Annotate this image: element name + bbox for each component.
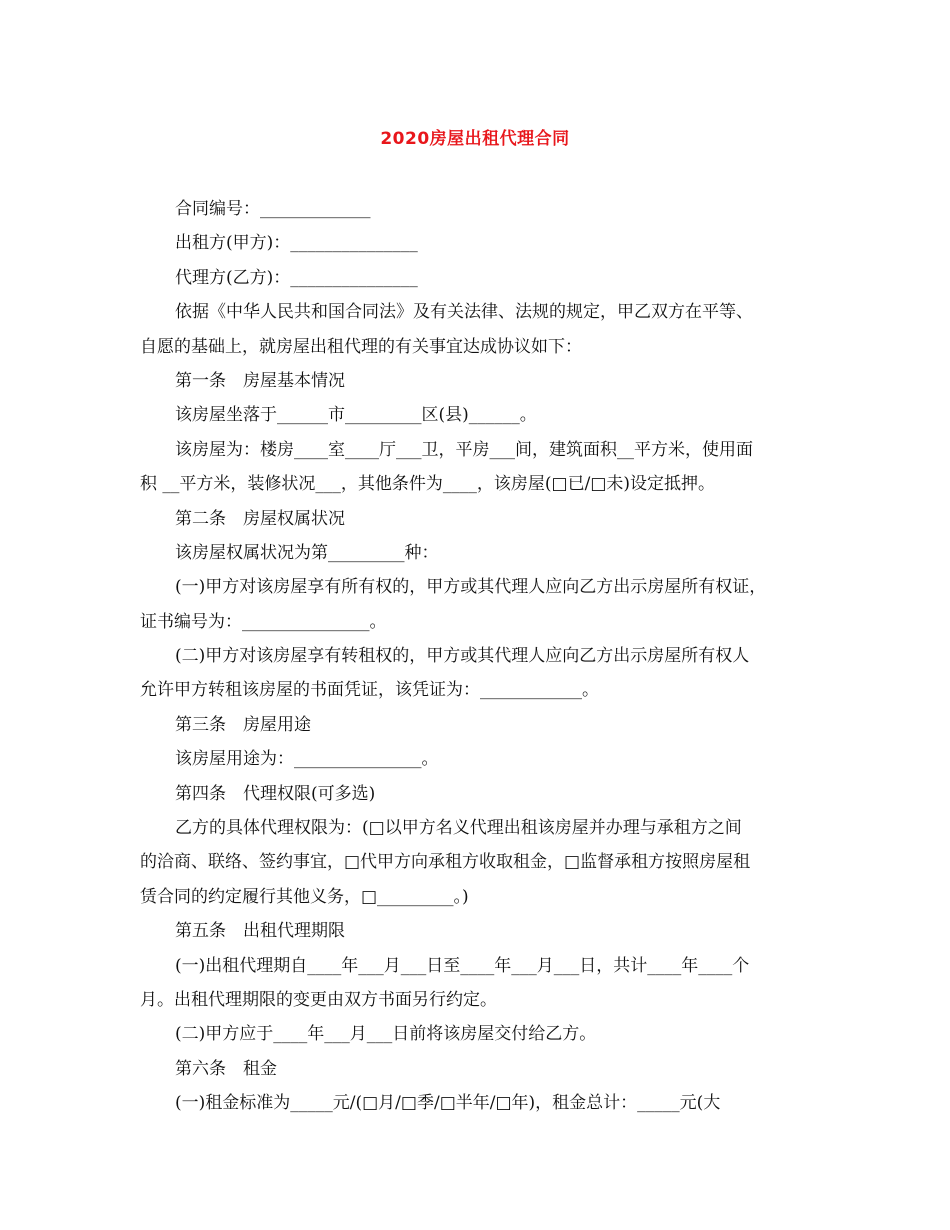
- document-line: 月。出租代理期限的变更由双方书面另行约定。: [140, 989, 497, 1010]
- document-line: 第四条 代理权限(可多选): [175, 783, 376, 804]
- document-line: 代理方(乙方)：_______________: [175, 267, 418, 288]
- document-line: 该房屋用途为：_______________。: [175, 749, 439, 770]
- document-line: 证书编号为：_______________。: [140, 611, 387, 632]
- document-line: 第五条 出租代理期限: [175, 921, 345, 942]
- document-line: 该房屋为：楼房____室____厅___卫，平房___间，建筑面积__平方米，使用面: [175, 439, 753, 460]
- document-line: 该房屋坐落于______市_________区(县)______。: [175, 405, 537, 426]
- document-title: 2020房屋出租代理合同: [380, 129, 570, 149]
- document-line: 该房屋权属状况为第_________种：: [175, 542, 439, 563]
- document-line: 第一条 房屋基本情况: [175, 370, 345, 391]
- document-body: [140, 192, 816, 1121]
- document-line: 第二条 房屋权属状况: [175, 508, 345, 529]
- document-line: 允许甲方转租该房屋的书面凭证，该凭证为：____________。: [140, 680, 599, 701]
- document-line: 依据《中华人民共和国合同法》及有关法律、法规的规定，甲乙双方在平等、: [175, 302, 753, 323]
- document-line: 第三条 房屋用途: [175, 714, 311, 735]
- document-line: (一)租金标准为_____元/(□月/□季/□半年/□年)，租金总计：_____元(大: [175, 1093, 721, 1114]
- document-line: 积 __平方米，装修状况___，其他条件为____，该房屋(□已/□未)设定抵押。: [140, 474, 716, 495]
- document-line: 第六条 租金: [175, 1058, 277, 1079]
- document-line: (二)甲方应于____年___月___日前将该房屋交付给乙方。: [175, 1024, 597, 1045]
- document-line: (一)甲方对该房屋享有所有权的，甲方或其代理人应向乙方出示房屋所有权证，: [175, 577, 767, 598]
- document-line: (二)甲方对该房屋享有转租权的，甲方或其代理人应向乙方出示房屋所有权人: [175, 646, 750, 667]
- document-line: 的洽商、联络、签约事宜，□代甲方向承租方收取租金，□监督承租方按照房屋租: [140, 852, 751, 873]
- document-line: 出租方(甲方)：_______________: [175, 233, 418, 254]
- document-line: 赁合同的约定履行其他义务，□_________。): [140, 886, 469, 907]
- document-line: (一)出租代理期自____年___月___日至____年___月___日，共计____年____个: [175, 955, 750, 976]
- document-line: 乙方的具体代理权限为：(□以甲方名义代理出租该房屋并办理与承租方之间: [175, 818, 742, 839]
- document-line: 自愿的基础上，就房屋出租代理的有关事宜达成协议如下：: [140, 336, 582, 357]
- document-line: 合同编号：_____________: [175, 199, 371, 219]
